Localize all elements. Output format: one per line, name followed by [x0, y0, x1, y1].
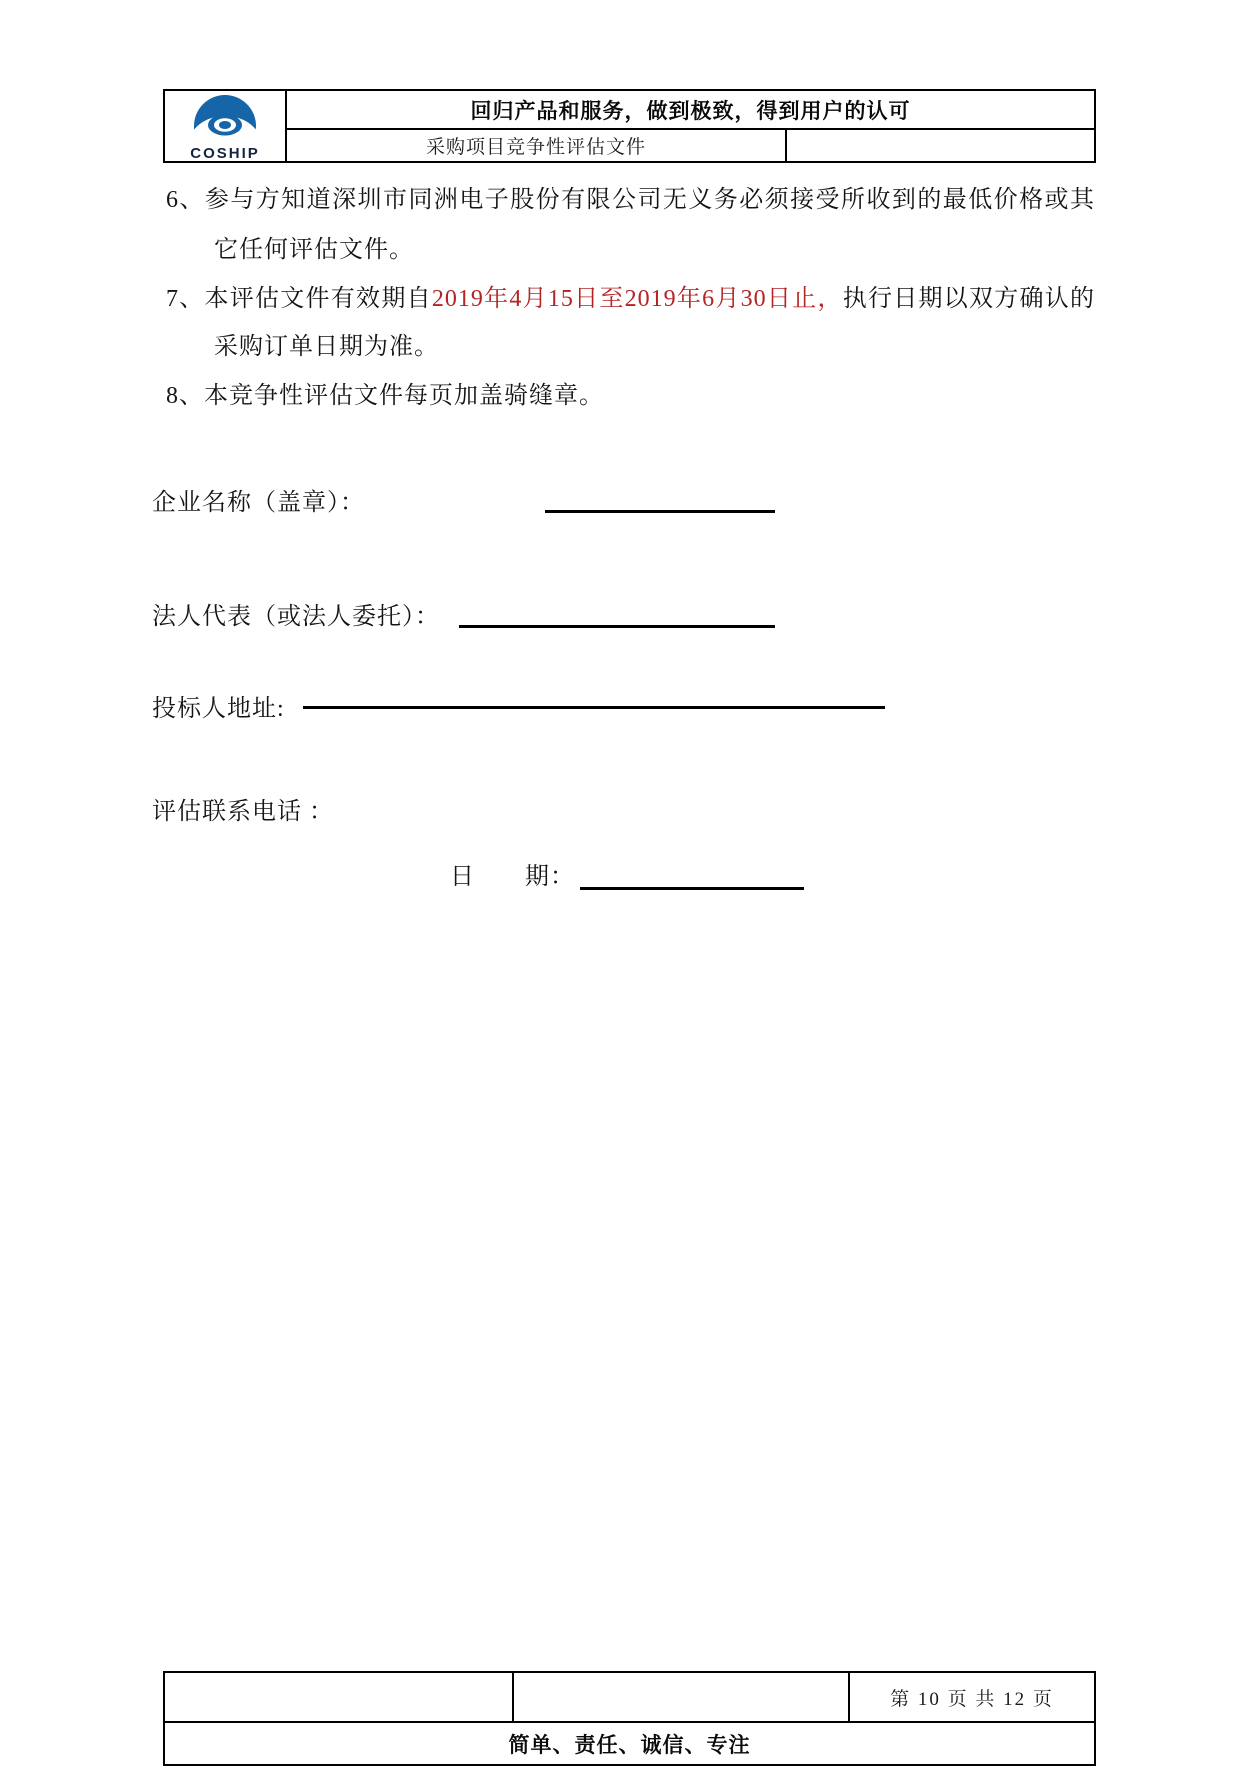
- evaluation-phone-label: 评估联系电话 ：: [152, 799, 334, 825]
- header-subrow: [287, 130, 1094, 161]
- coship-brand-text: COSHIP: [190, 144, 260, 162]
- header-slogan: 回归产品和服务，做到极致，得到用户的认可: [287, 91, 1094, 130]
- item-7-line-1: [166, 285, 1095, 313]
- item-6-line-2: 它任何评估文件。: [214, 237, 414, 263]
- footer-page-number: 第 10 页 共 12 页: [890, 1688, 1054, 1710]
- item-6-number: 6、: [166, 187, 205, 213]
- date-blank-line: [580, 887, 804, 890]
- item-6-text: 参与方知道深圳市同洲电子股份有限公司无义务必须接受所收到的最低价格或其: [204, 187, 1095, 213]
- header-right: [287, 91, 1094, 161]
- footer-empty-cell-2: [514, 1673, 850, 1721]
- item-6-line-1: [166, 186, 1095, 214]
- item-8-text: 本竞争性评估文件每页加盖骑缝章。: [204, 383, 604, 409]
- item-7-line-2: 采购订单日期为准。: [214, 334, 439, 360]
- logo-cell: [165, 91, 287, 161]
- footer-empty-cell-1: [165, 1673, 514, 1721]
- company-name-blank-line: [545, 510, 775, 513]
- item-7-validity-dates: 2019年4月15日至2019年6月30日止，: [431, 286, 843, 312]
- item-7-text-post: 执行日期以双方确认的: [842, 286, 1096, 312]
- bidder-address-label: 投标人地址:: [152, 696, 285, 722]
- footer-motto: 简单、责任、诚信、专注: [508, 1733, 751, 1757]
- item-7-number: 7、: [166, 286, 205, 312]
- company-name-label: 企业名称（盖章）：: [152, 490, 365, 516]
- header-table: [163, 89, 1096, 163]
- footer-row-1: [165, 1673, 1094, 1723]
- item-8-line: [166, 382, 604, 410]
- footer-table: [163, 1671, 1096, 1766]
- legal-representative-blank-line: [459, 625, 775, 628]
- date-label: 日 期：: [450, 864, 575, 890]
- coship-logo-icon: [188, 92, 262, 145]
- legal-representative-label: 法人代表（或法人委托）：: [152, 604, 440, 630]
- doc-title: 采购项目竞争性评估文件: [287, 130, 787, 161]
- item-7-text-pre: 本评估文件有效期自: [204, 286, 432, 312]
- header-empty-cell: [787, 130, 1094, 161]
- bidder-address-blank-line: [303, 706, 885, 709]
- item-8-number: 8、: [166, 383, 204, 409]
